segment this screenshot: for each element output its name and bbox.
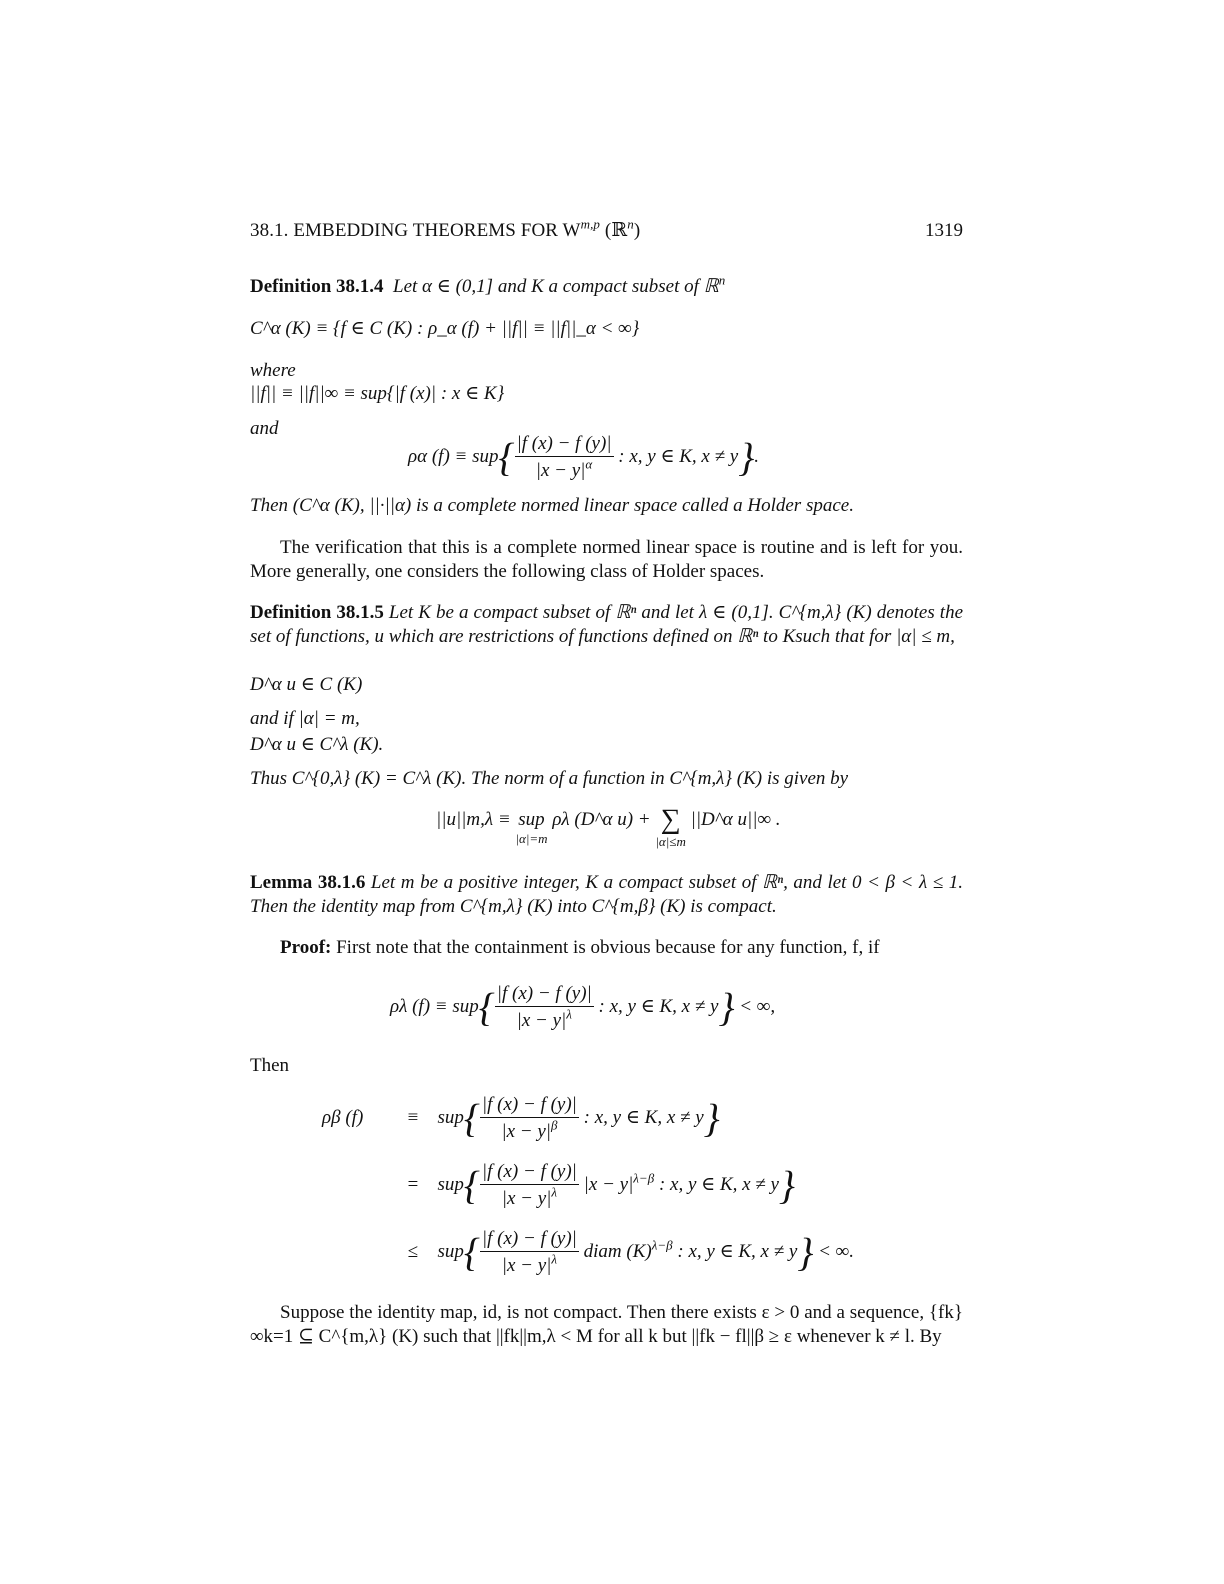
then-label: Then bbox=[250, 1055, 290, 1076]
aligned-row-1: ρβ (f) ≡ sup{ $\frac{|f (x) - f (y)|}{|x - y|^\beta}$ : x, y ∈ K, x ≠ y} bbox=[322, 1094, 720, 1142]
rho-lambda-equation: ρλ (f) ≡ sup{ $\frac{|f (x) - f (y)|}{|x - y|^\lambda}$ : x, y ∈ K, x ≠ y} < ∞, bbox=[390, 983, 776, 1031]
rho-alpha-equation: ρα (f) ≡ sup{ $\frac{|f (x) - f (y)|}{|x - y|^\alpha}$ : x, y ∈ K, x ≠ y}. bbox=[408, 433, 759, 481]
holder-space-equation: C^α (K) ≡ {f ∈ C (K) : ρ_α (f) + ||f|| ≡ ||f||_α < ∞} bbox=[250, 318, 640, 339]
definition-intro: Let α ∈ (0,1] and K a compact subset of ℝ$^n$ bbox=[393, 272, 726, 297]
lemma-38-1-6 bbox=[250, 871, 963, 919]
definition-text: Let K be a compact subset of ℝⁿ and let λ ∈ (0,1]. C^{m,λ} (K) denotes the set of functions, u which are restrictions of functions defined on ℝⁿ to Ksuch that for |α| ≤ m, bbox=[250, 602, 964, 647]
derivative-holder-equation: D^α u ∈ C^λ (K). bbox=[250, 734, 384, 755]
section-title: 38.1. EMBEDDING THEOREMS FOR W$^{m,p}$ (ℝ$^n$) bbox=[250, 216, 641, 241]
derivative-continuity-equation: D^α u ∈ C (K) bbox=[250, 674, 363, 695]
proof-label: Proof: bbox=[280, 937, 332, 958]
definition-conclusion: Then (C^α (K), ||·||α) is a complete normed linear space called a Holder space. bbox=[250, 495, 854, 516]
running-header bbox=[250, 216, 963, 245]
aligned-row-2: = sup{ $\frac{|f (x) - f (y)|}{|x - y|^\lambda}$ $|x - y|^{\lambda-\beta}$ : x, y ∈ K, x ≠ y} bbox=[406, 1161, 795, 1209]
proof-text: First note that the containment is obvious because for any function, f, if bbox=[336, 937, 880, 958]
paragraph-verification: The verification that this is a complete normed linear space is routine and is left for you. More generally, one considers the following class of Holder spaces. bbox=[250, 537, 963, 582]
page-number: 1319 bbox=[925, 220, 963, 241]
norm-equation: ||u||m,λ ≡ sup |α|=m ρλ (D^α u) + ∑ |α|≤m ||D^α u||∞ . bbox=[436, 804, 781, 849]
and-if-line: and if |α| = m, bbox=[250, 708, 360, 729]
definition-label: Definition 38.1.4 bbox=[250, 276, 384, 297]
paragraph-suppose: Suppose the identity map, id, is not compact. Then there exists ε > 0 and a sequence, {fk}∞k=1 ⊆ C^{m,λ} (K) such that ||fk||m,λ < M for all k but ||fk − fl||β ≥ ε whenever k ≠ l. By bbox=[250, 1302, 963, 1347]
definition-38-1-4 bbox=[250, 272, 963, 299]
thus-line: Thus C^{0,λ} (K) = C^λ (K). The norm of a function in C^{m,λ} (K) is given by bbox=[250, 768, 849, 789]
lemma-text: Let m be a positive integer, K a compact subset of ℝⁿ, and let 0 < β < λ ≤ 1. Then the identity map from C^{m,λ} (K) into C^{m,β} (K) is compact. bbox=[250, 872, 963, 917]
sup-norm-equation: ||f|| ≡ ||f||∞ ≡ sup{|f (x)| : x ∈ K} bbox=[250, 383, 505, 404]
proof-intro bbox=[250, 936, 963, 960]
definition-38-1-5 bbox=[250, 601, 963, 649]
where-label: where bbox=[250, 360, 296, 381]
lemma-label: Lemma 38.1.6 bbox=[250, 872, 366, 893]
and-label: and bbox=[250, 418, 279, 439]
definition-label: Definition 38.1.5 bbox=[250, 602, 384, 623]
aligned-row-3: ≤ sup{ $\frac{|f (x) - f (y)|}{|x - y|^\lambda}$ diam $(K)^{\lambda-\beta}$ : x, y ∈ K, x ≠ y} < ∞. bbox=[407, 1228, 854, 1276]
